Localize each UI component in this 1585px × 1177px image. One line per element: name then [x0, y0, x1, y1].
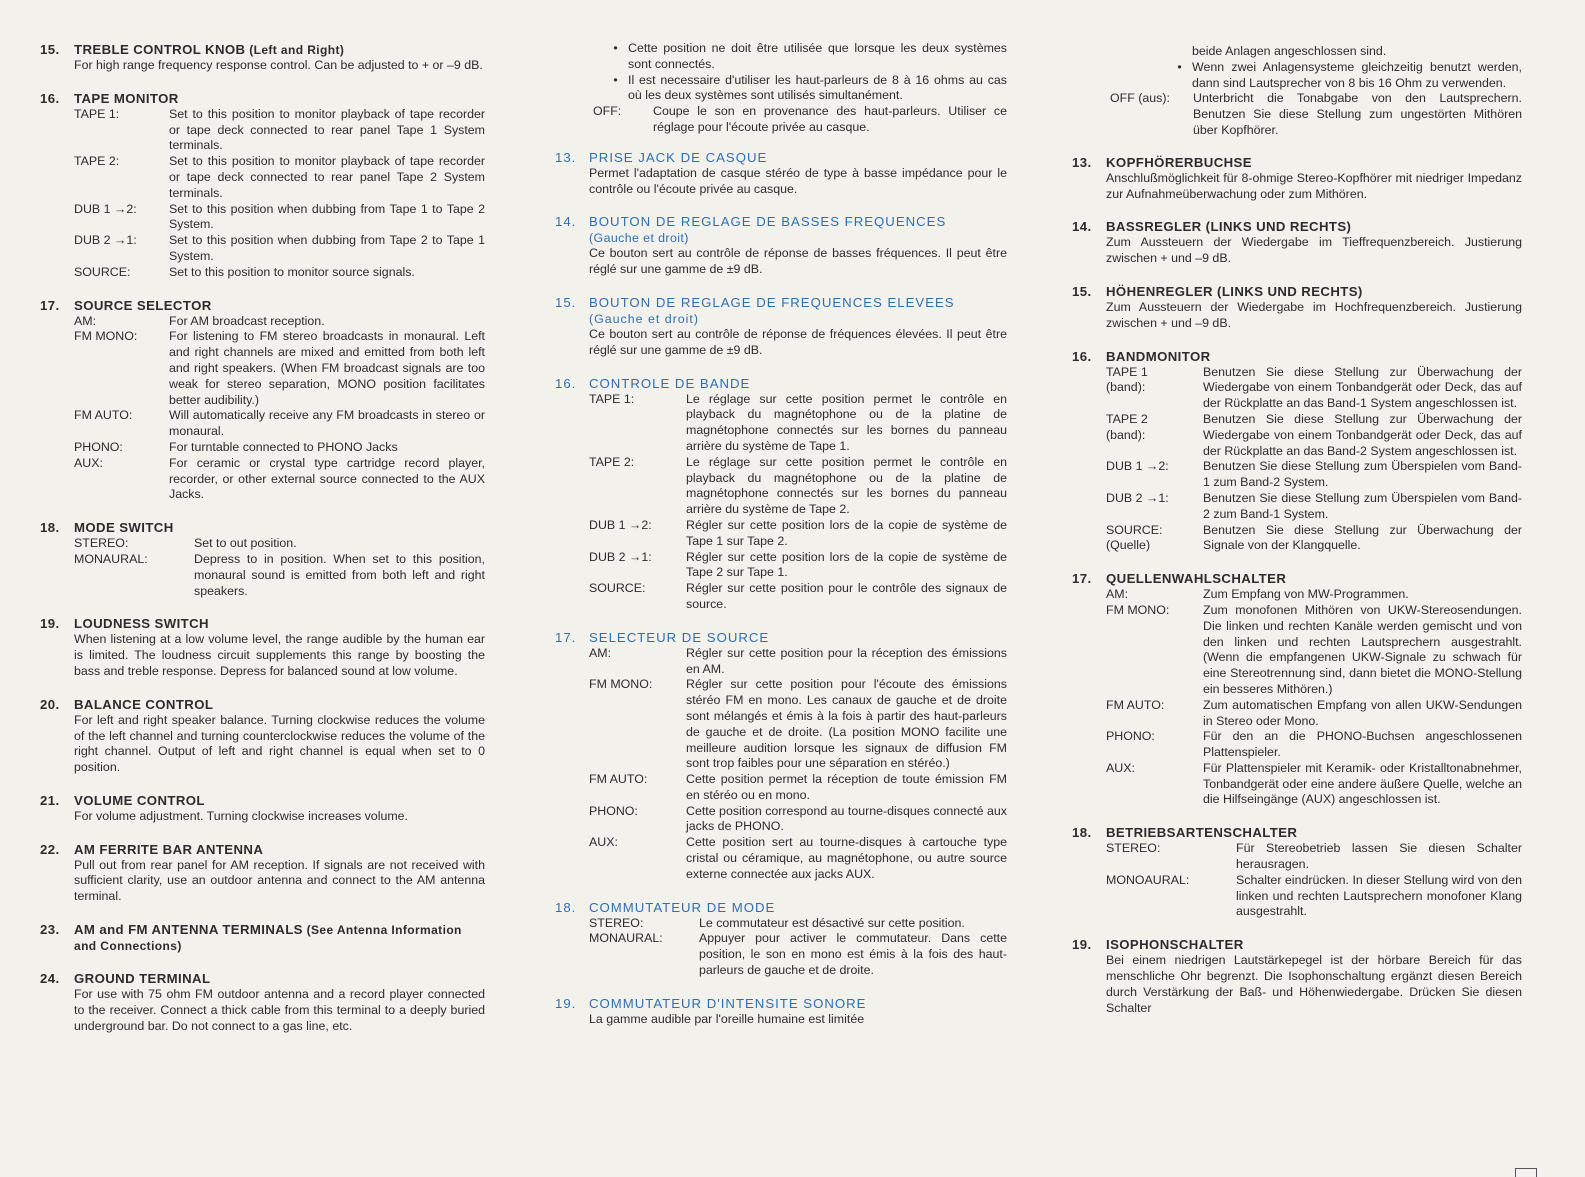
section-title: [74, 793, 485, 809]
section-text: Zum Aussteuern der Wiedergabe im Tieffrequenzbereich. Justierung zwischen + und –9 dB.: [1106, 235, 1522, 266]
section-text: Ce bouton sert au contrôle de réponse de fréquences élevées. Il peut être réglé sur une gamme de ±9 dB.: [589, 326, 1007, 357]
section-body: [40, 536, 485, 599]
section-title-text: PRISE JACK DE CASQUE: [589, 149, 768, 165]
section-title-text: BETRIEBSARTENSCHALTER: [1106, 825, 1298, 841]
definition-description: Set to this position when dubbing from Tape 2 to Tape 1 System.: [169, 233, 485, 263]
section-number: 13.: [555, 149, 577, 165]
section-13: [1072, 155, 1522, 203]
section-17: [40, 298, 485, 504]
definition-row: [589, 518, 1007, 550]
definition-row: [74, 329, 485, 408]
section-number: 16.: [555, 375, 577, 391]
french-intro-off: [555, 104, 1007, 136]
section-heading: [555, 376, 1007, 392]
section-heading: [40, 91, 485, 107]
section-24: [40, 971, 485, 1034]
bullet-icon: •: [613, 41, 618, 55]
section-title-text: COMMUTATEUR D'INTENSITE SONORE: [589, 995, 867, 1011]
section-title-text: HÖHENREGLER (LINKS UND RECHTS): [1106, 283, 1363, 299]
section-text: La gamme audible par l'oreille humaine est limitée: [589, 1011, 865, 1026]
definition-description: Zum automatischen Empfang von allen UKW-Sendungen in Stereo oder Mono.: [1203, 697, 1522, 728]
section-body: [555, 327, 1007, 359]
definition-row: [1106, 841, 1522, 873]
german-intro-off: [1072, 91, 1522, 138]
section-text: For use with 75 ohm FM outdoor antenna and a record player connected to the receiver. Connect a thick cable from this terminal to a deeply buried underground bar. Do not connect to a gas line, etc.: [74, 987, 485, 1033]
definition-row: [74, 314, 485, 330]
section-title-text: SOURCE SELECTOR: [74, 297, 212, 313]
section-body: [555, 166, 1007, 198]
french-intro: [555, 41, 1007, 136]
section-title: [1106, 571, 1522, 587]
definition-term: DUB 1 →2:: [589, 517, 652, 532]
section-15: [555, 295, 1007, 359]
section-number: 16.: [1072, 348, 1092, 364]
section-number: 13.: [1072, 154, 1092, 170]
french-intro-bullet-text: Il est necessaire d'utiliser les haut-parleurs de 8 à 16 ohms au cas où les deux systèmes sont utilisés simultanément.: [628, 72, 1007, 103]
section-text: For high range frequency response control. Can be adjusted to + or –9 dB.: [74, 58, 483, 72]
section-heading: [1072, 571, 1522, 587]
definition-term: AM:: [1106, 587, 1129, 602]
section-number: 14.: [1072, 219, 1092, 235]
definition-description: For AM broadcast reception.: [169, 313, 325, 328]
definition-description: Benutzen Sie diese Stellung zum Überspielen vom Band-2 zum Band-1 System.: [1203, 490, 1522, 521]
section-title-text: BASSREGLER (LINKS UND RECHTS): [1106, 219, 1352, 235]
section-heading: [40, 793, 485, 809]
definition-term: DUB 2 →1:: [1106, 490, 1169, 505]
section-text: Zum Aussteuern der Wiedergabe im Hochfrequenzbereich. Justierung zwischen + und –9 dB.: [1106, 299, 1522, 330]
section-title: [589, 900, 1007, 916]
definition-row: [1106, 587, 1522, 603]
definition-row: [1106, 873, 1522, 920]
definition-row: [589, 931, 1007, 978]
section-title: [589, 630, 1007, 646]
section-number: 21.: [40, 792, 60, 808]
section-title-text: ISOPHONSCHALTER: [1106, 937, 1244, 953]
definition-row: [1106, 761, 1522, 808]
section-body: [1072, 300, 1522, 332]
definition-row: [74, 440, 485, 456]
definition-description: Le commutateur est désactivé sur cette position.: [699, 915, 965, 930]
english-column: [40, 0, 485, 1177]
section-body: [40, 858, 485, 905]
definition-row: [589, 916, 1007, 932]
definition-row: [74, 202, 485, 234]
definition-description: Will automatically receive any FM broadcasts in stereo or monaural.: [169, 408, 485, 439]
section-heading: [1072, 219, 1522, 235]
definition-description: Set to this position to monitor playback of tape recorder or tape deck connected to rear panel Tape 2 System terminals.: [169, 154, 485, 200]
definition-row: [589, 835, 1007, 882]
definition-description: Cette position correspond au tourne-disques connecté aux jacks de PHONO.: [686, 803, 1007, 834]
section-heading: [40, 842, 485, 858]
bullet-icon: •: [613, 72, 618, 87]
section-title-text: BANDMONITOR: [1106, 348, 1211, 364]
definition-description: Set to this position to monitor source signals.: [169, 264, 415, 279]
definition-term: FM AUTO:: [1106, 697, 1165, 712]
definition-description: Set to this position to monitor playback of tape recorder or tape deck connected to rear panel Tape 1 System terminals.: [169, 106, 485, 153]
section-16: [40, 91, 485, 281]
section-body: [1072, 841, 1522, 920]
definition-description: Set to out position.: [194, 536, 297, 551]
definition-description: Benutzen Sie diese Stellung zum Überspielen vom Band-1 zum Band-2 System.: [1203, 459, 1522, 490]
definition-description: For ceramic or crystal type cartridge record player, recorder, or other external source connected to the AUX Jacks.: [169, 455, 485, 502]
definition-row: [1106, 412, 1522, 459]
section-heading: [555, 295, 1007, 327]
definition-description: Le réglage sur cette position permet le contrôle en playback du magnétophone ou de la platine de magnétophone connectés sur les bornes du panneau arrière du système de Tape 2.: [686, 454, 1007, 517]
definition-row: [74, 536, 485, 552]
section-14: [1072, 219, 1522, 267]
section-17: [555, 630, 1007, 883]
definition-description: Benutzen Sie diese Stellung zur Überwachung der Wiedergabe von einem Tonbandgerät oder Deck, das auf der Rückplatte an das Band-2 System angeschlossen ist.: [1203, 411, 1522, 458]
section-16: [1072, 349, 1522, 555]
section-body: [1072, 953, 1522, 1016]
section-subtitle: (Gauche et droit): [589, 231, 689, 246]
section-13: [555, 150, 1007, 198]
definition-description: For listening to FM stereo broadcasts in monaural. Left and right channels are mixed and emitted from both left and right speakers. (When FM broadcast signals are too weak for stereo separation, MONO position facilitates better audibility.): [169, 329, 485, 407]
definition-row: [589, 550, 1007, 582]
section-heading: [555, 630, 1007, 646]
section-body: [1072, 171, 1522, 203]
definition-description: Régler sur cette position pour l'écoute des émissions stéréo FM en mono. Les canaux de gauche et de droite sont mélangés et émis à la fois à partir des haut-parleurs de gauche et de droite. (La position MONO facilite une meilleure audition lorsque les signaux de diffusion FM sont trop faibles pour une séparation en stéréo.): [686, 677, 1007, 771]
section-19: [40, 616, 485, 679]
section-title: [74, 520, 485, 536]
section-number: 18.: [40, 520, 60, 536]
section-heading: [555, 150, 1007, 166]
section-text: Pull out from rear panel for AM reception. If signals are not received with sufficient clarity, use an outdoor antenna and connect to the AM antenna terminal.: [74, 857, 485, 904]
section-heading: [40, 616, 485, 632]
section-19: [555, 996, 1007, 1028]
section-title: [74, 971, 485, 987]
definition-term: TAPE 1:: [589, 391, 635, 406]
definition-term: TAPE 2:: [589, 454, 635, 469]
definition-row: [589, 392, 1007, 455]
section-18: [40, 520, 485, 599]
section-number: 24.: [40, 971, 60, 987]
section-number: 15.: [40, 42, 60, 57]
definition-row: [74, 552, 485, 599]
definition-term: AM:: [589, 645, 612, 660]
section-14: [555, 214, 1007, 278]
section-title: [74, 922, 485, 954]
definition-description: Zum monofonen Mithören von UKW-Stereosendungen. Die linken und rechten Kanäle werden gemischt und von den linken und rechten Lautsprechern ausgestrahlt. (Wenn die empfangenen UKW-Signale zu schwach für eine Stereotrennung sind, dann bietet die MONO-Stellung ein besseres Mithören.): [1203, 602, 1522, 696]
bullet-icon: •: [1177, 59, 1182, 74]
section-number: 19.: [555, 995, 577, 1011]
section-title-text: BALANCE CONTROL: [74, 696, 214, 712]
section-body: [40, 58, 485, 74]
section-18: [1072, 825, 1522, 920]
definition-term: DUB 2 →1:: [74, 233, 137, 248]
definition-term: AM:: [74, 313, 97, 328]
section-text: For left and right speaker balance. Turning clockwise reduces the volume of the left channel and turning counterclockwise reduces the volume of the right channel. Output of left and right channel is equal when set to 0 position.: [74, 712, 485, 775]
section-title-note: (Left and Right): [245, 43, 345, 57]
definition-term: AUX:: [589, 835, 618, 850]
french-intro-bullet-text: Cette position ne doit être utilisée que lorsque les deux systèmes sont connectés.: [628, 41, 1007, 71]
page-corner-mark: [1515, 1168, 1537, 1177]
section-body: [1072, 235, 1522, 267]
section-20: [40, 697, 485, 776]
section-title: [1106, 349, 1522, 365]
definition-row: [589, 646, 1007, 678]
french-sections: [555, 150, 1007, 1028]
section-body: [40, 809, 485, 825]
section-title: [74, 616, 485, 632]
definition-row: [589, 804, 1007, 836]
section-21: [40, 793, 485, 825]
section-body: [40, 632, 485, 679]
definition-row: [1106, 365, 1522, 412]
section-subtitle: (Gauche et droit): [589, 311, 699, 326]
section-22: [40, 842, 485, 905]
section-title-text: SELECTEUR DE SOURCE: [589, 629, 770, 645]
definition-row: [589, 581, 1007, 613]
section-title-text: KOPFHÖRERBUCHSE: [1106, 154, 1252, 170]
section-title: [589, 996, 1007, 1012]
section-heading: [555, 900, 1007, 916]
section-title: [74, 697, 485, 713]
section-number: 18.: [555, 899, 577, 915]
section-body: [555, 246, 1007, 278]
section-text: Bei einem niedrigen Lautstärkepegel ist der hörbare Bereich für das menschliche Ohr begrenzt. Die Isophonschaltung ergänzt diesen Bereich durch Verstärkung der Baß- und Höhenwiedergabe. Drücken Sie diesen Schalter: [1106, 953, 1522, 1015]
section-text: Permet l'adaptation de casque stéréo de type à basse impédance pour le contrôle ou l'écoute privée au casque.: [589, 165, 1007, 196]
section-title-text: AM FERRITE BAR ANTENNA: [74, 841, 264, 857]
section-heading: [1072, 349, 1522, 365]
german-column: [1072, 0, 1522, 1177]
definition-term: FM MONO:: [589, 677, 653, 692]
definition-term: SOURCE:: [589, 581, 646, 596]
definition-description: Appuyer pour activer le commutateur. Dans cette position, le son en mono est émis à la fois des haut-parleurs de gauche et de droite.: [699, 931, 1007, 978]
section-number: 15.: [555, 294, 577, 310]
section-heading: [555, 214, 1007, 246]
section-title-text: CONTROLE DE BANDE: [589, 375, 751, 391]
section-body: [555, 646, 1007, 883]
french-off-term: OFF:: [593, 104, 622, 119]
definition-description: Régler sur cette position lors de la copie de système de Tape 2 sur Tape 1.: [686, 549, 1007, 580]
section-title-text: BOUTON DE REGLAGE DE FREQUENCES ELEVEES: [589, 294, 955, 310]
definition-row: [74, 456, 485, 503]
definition-term: STEREO:: [1106, 841, 1161, 856]
section-18: [555, 900, 1007, 979]
section-body: [1072, 365, 1522, 555]
french-column: [555, 0, 1007, 1177]
definition-term: DUB 1 →2:: [1106, 459, 1169, 474]
definition-term: PHONO:: [1106, 729, 1155, 744]
definition-description: Zum Empfang von MW-Programmen.: [1203, 587, 1409, 602]
definition-row: [1106, 729, 1522, 761]
definition-description: Set to this position when dubbing from Tape 1 to Tape 2 System.: [169, 201, 485, 232]
section-title: [1106, 284, 1522, 300]
section-title-text: TAPE MONITOR: [74, 90, 179, 106]
section-heading: [40, 971, 485, 987]
definition-term: TAPE 1:: [74, 106, 120, 121]
definition-term: DUB 1 →2:: [74, 201, 137, 216]
french-intro-bullet: [555, 41, 1007, 73]
section-number: 18.: [1072, 825, 1092, 841]
section-body: [555, 1012, 1007, 1028]
definition-description: Für Plattenspieler mit Keramik- oder Kristalltonabnehmer, Tonbandgerät oder eine andere äußere Quelle, welche an die Hilfseingänge (AUX) angeschlossen ist.: [1203, 760, 1522, 807]
section-title-text: TREBLE CONTROL KNOB: [74, 42, 246, 57]
section-title: [74, 91, 485, 107]
section-heading: [555, 996, 1007, 1012]
definition-term: PHONO:: [589, 803, 638, 818]
section-title-text: BOUTON DE REGLAGE DE BASSES FREQUENCES: [589, 214, 947, 230]
definition-term: TAPE 2:: [74, 154, 120, 169]
section-heading: [40, 42, 485, 58]
definition-term: FM AUTO:: [589, 772, 648, 787]
definition-term: FM AUTO:: [74, 408, 133, 423]
section-title: [1106, 825, 1522, 841]
section-heading: [1072, 937, 1522, 953]
section-number: 14.: [555, 214, 577, 230]
section-number: 22.: [40, 841, 60, 857]
section-number: 23.: [40, 922, 60, 938]
section-title: [74, 42, 485, 58]
german-off-term: OFF (aus):: [1110, 91, 1170, 106]
definition-term: DUB 2 →1:: [589, 549, 652, 564]
definition-row: [1106, 491, 1522, 523]
section-body: [555, 916, 1007, 979]
section-title: [589, 150, 1007, 166]
section-heading: [1072, 825, 1522, 841]
section-number: 17.: [40, 297, 60, 313]
german-intro: [1072, 44, 1522, 139]
section-heading: [40, 298, 485, 314]
german-off-desc: Unterbricht die Tonabgabe von den Lautsprechern. Benutzen Sie diese Stellung zum ungestörten Mithören über Kopfhörer.: [1193, 91, 1522, 137]
section-title-text: VOLUME CONTROL: [74, 792, 205, 808]
section-body: [1072, 587, 1522, 808]
definition-description: Schalter eindrücken. In dieser Stellung wird von den linken und rechten Lautsprechern monofoner Klang ausgestrahlt.: [1236, 872, 1522, 919]
section-number: 15.: [1072, 283, 1092, 299]
section-heading: [1072, 284, 1522, 300]
section-heading: [40, 697, 485, 713]
section-body: [40, 107, 485, 281]
definition-term: AUX:: [1106, 760, 1135, 775]
section-15: [40, 42, 485, 74]
section-text: When listening at a low volume level, the range audible by the human ear is limited. The loudness circuit supplements this range by boosting the bass and treble response. Depress for balanced sound at low volume.: [74, 632, 485, 678]
german-intro-bullet-text: Wenn zwei Anlagensysteme gleichzeitig benutzt werden, dann sind Lautsprecher von 8 bis 16 Ohm zu verwenden.: [1192, 59, 1522, 90]
section-heading: [1072, 155, 1522, 171]
definition-term: SOURCE: (Quelle): [1106, 522, 1163, 553]
definition-term: AUX:: [74, 455, 103, 470]
definition-row: [589, 677, 1007, 772]
definition-row: [74, 265, 485, 281]
section-23: [40, 922, 485, 954]
section-body: [40, 314, 485, 504]
section-title-text: MODE SWITCH: [74, 520, 174, 536]
definition-row: [74, 154, 485, 201]
definition-term: STEREO:: [74, 536, 129, 551]
definition-description: Benutzen Sie diese Stellung zur Überwachung der Signale von der Klangquelle.: [1203, 522, 1522, 553]
definition-description: Cette position permet la réception de toute émission FM en stéréo ou en mono.: [686, 772, 1007, 802]
section-title: [589, 376, 1007, 392]
section-16: [555, 376, 1007, 613]
definition-term: FM MONO:: [74, 329, 138, 344]
definition-term: MONAURAL:: [589, 931, 663, 946]
section-number: 19.: [40, 616, 60, 632]
definition-row: [589, 772, 1007, 804]
english-sections: [40, 0, 485, 1034]
section-title: [1106, 155, 1522, 171]
definition-term: PHONO:: [74, 439, 123, 454]
section-heading: [40, 922, 485, 954]
section-body: [40, 713, 485, 776]
section-title-text: AM and FM ANTENNA TERMINALS: [74, 922, 303, 938]
section-number: 17.: [555, 629, 577, 645]
definition-description: Depress to in position. When set to this position, monaural sound is emitted from both left and right speakers.: [194, 551, 485, 598]
german-intro-text: beide Anlagen angeschlossen sind.: [1192, 44, 1387, 58]
german-intro-bullet: [1072, 60, 1522, 92]
section-text: For volume adjustment. Turning clockwise increases volume.: [74, 808, 408, 823]
definition-description: Benutzen Sie diese Stellung zur Überwachung der Wiedergabe von einem Tonbandgerät oder Deck, das auf der Rückplatte an das Band-1 System angeschlossen ist.: [1203, 364, 1522, 411]
definition-description: Le réglage sur cette position permet le contrôle en playback du magnétophone ou de la platine de magnétophone connectés sur les bornes du panneau arrière du système de Tape 1.: [686, 391, 1007, 453]
section-title: [74, 298, 485, 314]
section-title: [1106, 219, 1522, 235]
section-title-text: QUELLENWAHLSCHALTER: [1106, 571, 1287, 587]
definition-term: FM MONO:: [1106, 602, 1170, 617]
german-sections: [1072, 155, 1522, 1017]
definition-term: MONOAURAL:: [1106, 872, 1190, 887]
section-text: Ce bouton sert au contrôle de réponse de basses fréquences. Il peut être réglé sur une gamme de ±9 dB.: [589, 246, 1007, 277]
section-title-text: COMMUTATEUR DE MODE: [589, 899, 776, 915]
section-title-note: (See Antenna Information and Connections): [74, 923, 462, 954]
french-intro-bullet: [555, 73, 1007, 105]
section-body: [555, 392, 1007, 613]
definition-row: [74, 107, 485, 154]
definition-row: [1106, 523, 1522, 555]
section-heading: [40, 520, 485, 536]
section-title: [74, 842, 485, 858]
section-19: [1072, 937, 1522, 1016]
definition-row: [1106, 459, 1522, 491]
section-title-text: GROUND TERMINAL: [74, 971, 211, 987]
section-body: [40, 987, 485, 1034]
definition-description: Régler sur cette position lors de la copie de système de Tape 1 sur Tape 2.: [686, 517, 1007, 548]
definition-description: Régler sur cette position pour le contrôle des signaux de source.: [686, 581, 1007, 611]
section-title-text: LOUDNESS SWITCH: [74, 616, 209, 632]
definition-row: [589, 455, 1007, 518]
definition-term: STEREO:: [589, 915, 644, 930]
section-number: 19.: [1072, 937, 1092, 953]
definition-term: MONAURAL:: [74, 551, 148, 566]
definition-term: SOURCE:: [74, 264, 131, 279]
definition-description: Für Stereobetrieb lassen Sie diesen Schalter herausragen.: [1236, 841, 1522, 872]
definition-row: [74, 408, 485, 440]
definition-description: Régler sur cette position pour la réception des émissions en AM.: [686, 645, 1007, 676]
section-number: 17.: [1072, 571, 1092, 587]
definition-row: [74, 233, 485, 265]
definition-term: TAPE 2 (band):: [1106, 411, 1148, 442]
definition-term: TAPE 1 (band):: [1106, 364, 1148, 395]
definition-description: For turntable connected to PHONO Jacks: [169, 439, 398, 454]
section-text: Anschlußmöglichkeit für 8-ohmige Stereo-Kopfhörer mit niedriger Impedanz zur Aufnahmeüberwachung oder zum Mithören.: [1106, 170, 1522, 201]
section-number: 20.: [40, 696, 60, 712]
section-title: [589, 214, 1007, 246]
section-title: [589, 295, 1007, 327]
section-number: 16.: [40, 90, 60, 106]
section-17: [1072, 571, 1522, 808]
definition-description: Für den an die PHONO-Buchsen angeschlossenen Plattenspieler.: [1203, 729, 1522, 760]
definition-row: [1106, 603, 1522, 698]
french-off-desc: Coupe le son en provenance des haut-parleurs. Utiliser ce réglage pour l'écoute privée au casque.: [653, 104, 1007, 134]
definition-row: [1106, 698, 1522, 730]
section-15: [1072, 284, 1522, 332]
section-title: [1106, 937, 1522, 953]
definition-description: Cette position sert au tourne-disques à cartouche type cristal ou céramique, au magnétophone, ou autre source externe connectée aux jacks AUX.: [686, 835, 1007, 881]
